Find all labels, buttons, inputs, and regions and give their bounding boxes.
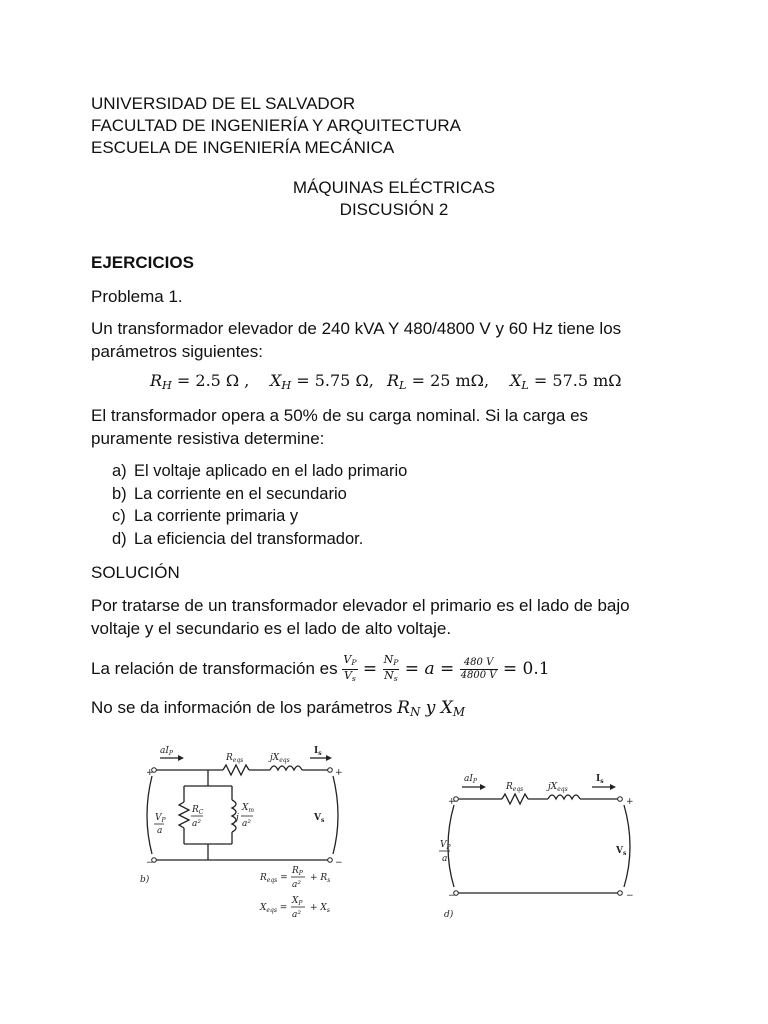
circuit-d-diagram	[420, 765, 650, 930]
ratio-turns-fraction: $\frac{N_P}{N_s}$	[383, 653, 399, 683]
svg-text:+: +	[448, 797, 456, 807]
no-info-line: No se da información de los parámetros $R_N$ y $X_M$	[91, 698, 466, 719]
solution-heading: SOLUCIÓN	[91, 563, 180, 582]
list-item: a) El voltaje aplicado en el lado primario	[112, 462, 408, 480]
svg-text:Reqs: $R_{eqs}$	[226, 753, 244, 764]
svg-text:−: −	[146, 858, 154, 868]
svg-text:jXeqs: $jX_{eqs}$	[548, 782, 568, 793]
svg-text:Xm: $X_m$	[242, 803, 255, 814]
svg-text:Is: $I_s$	[314, 746, 322, 757]
param-xl: $X_L = 57.5$ mΩ	[510, 371, 622, 392]
course-subtitle: DISCUSIÓN 2	[339, 200, 449, 219]
svg-text:aIP: $aI_P$	[160, 746, 173, 757]
svg-text:Xeqs =: $X_{eqs}$ =	[260, 903, 288, 914]
svg-text:Vs: $V_s$	[314, 813, 325, 824]
school-name: ESCUELA DE INGENIERÍA MECÁNICA	[91, 138, 395, 157]
condition-line2: puramente resistiva determine:	[91, 429, 325, 448]
section-heading: EJERCICIOS	[91, 253, 194, 272]
problem-title: Problema 1.	[91, 287, 183, 306]
svg-text:b): b)	[140, 875, 150, 885]
svg-text:VP: $V_P$	[440, 840, 451, 851]
ratio-voltage-fraction: $\frac{V_P}{V_s}$	[343, 653, 357, 683]
param-rh: $R_H = 2.5$ Ω ,	[150, 371, 250, 392]
solution-para-line1: Por tratarse de un transformador elevador el primario es el lado de bajo	[91, 596, 630, 615]
param-rl: $R_L = 25$ mΩ,	[387, 371, 490, 392]
problem-statement-line1: Un transformador elevador de 240 kVA Y 480/4800 V y 60 Hz tiene los	[91, 319, 622, 338]
svg-text:−: −	[335, 858, 343, 868]
svg-text:XP: $X_P$	[292, 896, 303, 907]
questions-list	[112, 460, 407, 550]
svg-text:VP: $V_P$	[155, 813, 166, 824]
svg-text:d): d)	[444, 910, 454, 920]
svg-text:+ Rs: + $R_s$	[310, 873, 331, 884]
svg-text:a: a	[157, 826, 163, 836]
list-item: b) La corriente en el secundario	[112, 484, 347, 503]
svg-text:a²: a²	[192, 819, 201, 829]
svg-text:Reqs =: $R_{eqs}$ =	[260, 873, 288, 884]
svg-text:a²: a²	[292, 880, 301, 890]
svg-text:Reqs: $R_{eqs}$	[506, 782, 524, 793]
svg-text:Is: $I_s$	[596, 774, 604, 785]
list-item: c) La corriente primaria y	[112, 507, 299, 525]
list-item: d) La eficiencia del transformador.	[112, 529, 364, 548]
ratio-value-fraction: $\frac{480 V}{4800 V}$	[460, 656, 497, 681]
svg-text:RP: $R_P$	[292, 866, 303, 877]
course-title: MÁQUINAS ELÉCTRICAS	[292, 178, 496, 197]
problem-statement-line2: parámetros siguientes:	[91, 342, 263, 361]
svg-text:a: a	[442, 854, 448, 864]
condition-line1: El transformador opera a 50% de su carga nominal. Si la carga es	[91, 406, 589, 425]
svg-text:aIP: $aI_P$	[464, 774, 477, 785]
solution-para-line2: voltaje y el secundario es el lado de alto voltaje.	[91, 619, 452, 638]
param-xh: $X_H = 5.75$ Ω,	[270, 371, 374, 392]
ratio-line: La relación de transformación es $\frac{V_P}{V_s}$ = $\frac{N_P}{N_s}$ = a = $\frac{480 V}{4800 V}$ = 0.1	[91, 653, 550, 683]
svg-text:a²: a²	[292, 910, 301, 920]
svg-text:j: j	[236, 813, 239, 823]
svg-text:+: +	[146, 768, 154, 778]
svg-text:+: +	[626, 797, 634, 807]
svg-text:+: +	[335, 768, 343, 778]
faculty-name: FACULTAD DE INGENIERÍA Y ARQUITECTURA	[91, 116, 461, 135]
svg-text:−: −	[626, 891, 634, 901]
svg-text:Vs: $V_s$	[616, 846, 627, 857]
svg-text:jXeqs: $jX_{eqs}$	[270, 753, 290, 764]
university-name: UNIVERSIDAD DE EL SALVADOR	[91, 94, 356, 113]
svg-text:−: −	[448, 891, 456, 901]
svg-text:RC: $R_C$	[192, 805, 204, 816]
svg-text:a²: a²	[242, 819, 251, 829]
svg-text:+ Xs: + $X_s$	[310, 903, 330, 914]
circuit-b-diagram	[130, 740, 360, 925]
